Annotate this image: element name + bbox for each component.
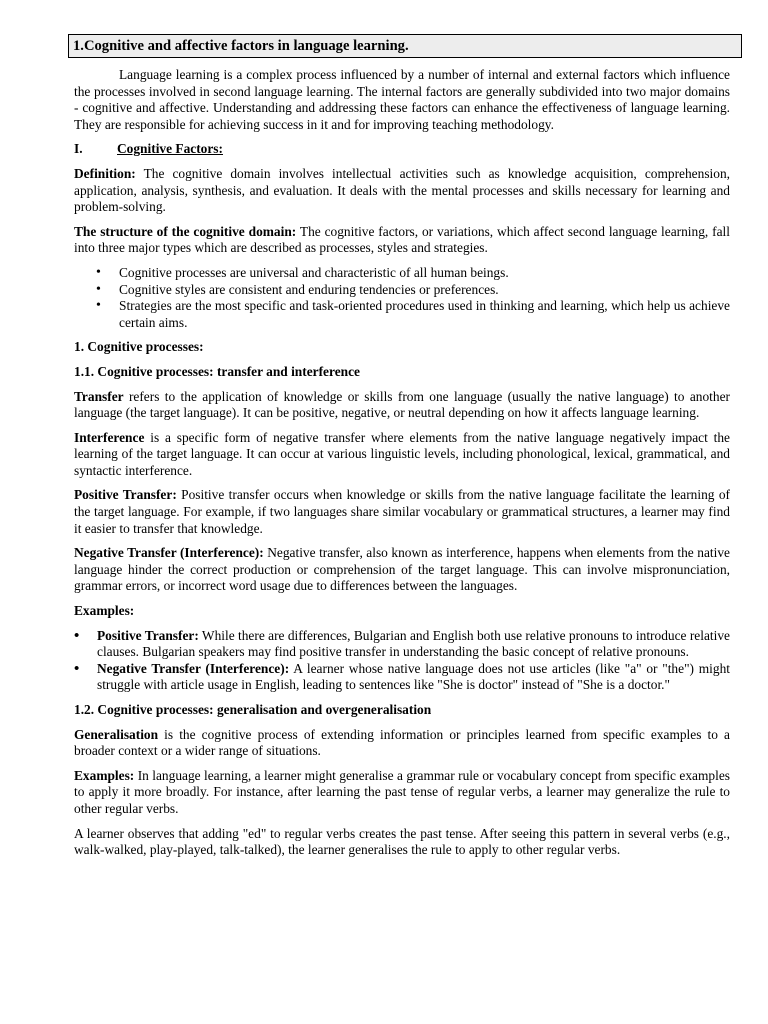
definition-label: Definition: xyxy=(74,165,136,181)
negative-label: Negative Transfer (Interference): xyxy=(74,545,264,561)
processes-heading: 1. Cognitive processes: xyxy=(74,339,204,355)
section-title: 1.Cognitive and affective factors in language learning. xyxy=(68,34,742,58)
transfer-text: refers to the application of knowledge or skills from one language (usually the native language) to another language (the target language). It can be positive, negative, or neutral depending on how it affects language learning. xyxy=(74,388,730,421)
positive-label: Positive Transfer: xyxy=(74,487,177,503)
definition-paragraph xyxy=(74,166,730,216)
transfer-paragraph xyxy=(74,389,730,422)
transfer-label: Transfer xyxy=(74,388,124,404)
examples2-paragraph xyxy=(74,768,730,818)
generalisation-text: is the cognitive process of extending information or principles learned from specific examples to a broader context or a wider range of situations. xyxy=(74,726,730,759)
example-text: A learner whose native language does not use articles (like "a" or "the") might struggle with article usage in English, leading to sentences like "She is doctor" instead of "She is a doctor." xyxy=(97,660,730,693)
examples-heading: Examples: xyxy=(74,603,135,619)
structure-label: The structure of the cognitive domain: xyxy=(74,223,297,239)
examples-list xyxy=(74,628,730,694)
examples2-label: Examples: xyxy=(74,767,135,783)
generalisation-paragraph xyxy=(74,727,730,760)
intro-paragraph: Language learning is a complex process influenced by a number of internal and external factors which influence the processes involved in second language learning. The internal factors are generally subdivided into two major domains - cognitive and affective. Understanding and addressing these factors can enhance the effectiveness of language learning. They are responsible for achieving success in it and for improving teaching methodology. xyxy=(74,67,730,132)
last-paragraph: A learner observes that adding "ed" to regular verbs creates the past tense. After seeing this pattern in several verbs (e.g., walk-walked, play-played, talk-talked), the learner generalises the rule to apply to other regular verbs. xyxy=(74,825,730,858)
definition-text: The cognitive domain involves intellectual activities such as knowledge acquisition, comprehension, application, analysis, synthesis, and evaluation. It deals with the mental processes and skills necessary for learning and problem-solving. xyxy=(74,165,730,215)
negative-transfer-paragraph xyxy=(74,545,730,595)
example-text: While there are differences, Bulgarian and English both use relative pronouns to introduce relative clauses. Bulgarian speakers may find positive transfer in understanding the basic concept of relative pronouns. xyxy=(97,627,730,660)
interference-label: Interference xyxy=(74,429,145,445)
positive-transfer-paragraph xyxy=(74,487,730,537)
transfer-heading: 1.1. Cognitive processes: transfer and interference xyxy=(74,363,360,379)
generalisation-heading: 1.2. Cognitive processes: generalisation and overgeneralisation xyxy=(74,702,432,717)
heading-number: I. xyxy=(74,141,83,157)
positive-text: Positive transfer occurs when knowledge or skills from the native language facilitate the learning of the target language. For example, if two languages share similar vocabulary or grammatical structures, a learner may find it easier to transfer that knowledge. xyxy=(74,487,730,536)
structure-text: The cognitive factors, or variations, which affect second language learning, fall into three major types which are described as processes, styles and strategies. xyxy=(74,223,730,256)
generalisation-label: Generalisation xyxy=(74,726,159,742)
example-label: Negative Transfer (Interference): xyxy=(97,660,290,676)
types-list xyxy=(74,265,730,331)
list-item xyxy=(74,628,730,661)
document-content xyxy=(74,34,730,867)
cognitive-factors-heading xyxy=(74,141,730,158)
example-label: Positive Transfer: xyxy=(97,627,199,643)
list-item xyxy=(74,661,730,694)
list-item: • Cognitive styles are consistent and enduring tendencies or preferences. xyxy=(74,282,730,299)
list-item: • Strategies are the most specific and task-oriented procedures used in thinking and learning, which help us achieve certain aims. xyxy=(74,298,730,331)
structure-paragraph xyxy=(74,224,730,257)
negative-text: Negative transfer, also known as interference, happens when elements from the native language hinder the correct production or comprehension of the target language. This can involve mispronunciation, grammar errors, or incorrect word usage due to differences between the languages. xyxy=(74,545,730,594)
interference-text: is a specific form of negative transfer where elements from the native language negatively impact the learning of the target language. It can occur at various linguistic levels, including phonological, lexical, grammatical, and syntactic interference. xyxy=(74,429,730,478)
interference-paragraph xyxy=(74,430,730,480)
list-item: • Cognitive processes are universal and characteristic of all human beings. xyxy=(74,265,730,282)
examples2-text: In language learning, a learner might generalise a grammar rule or vocabulary concept from specific examples to apply it more broadly. For instance, after learning the past tense of regular verbs, a learner may generalize the rule to other regular verbs. xyxy=(74,767,730,816)
heading-text: Cognitive Factors: xyxy=(117,141,223,157)
